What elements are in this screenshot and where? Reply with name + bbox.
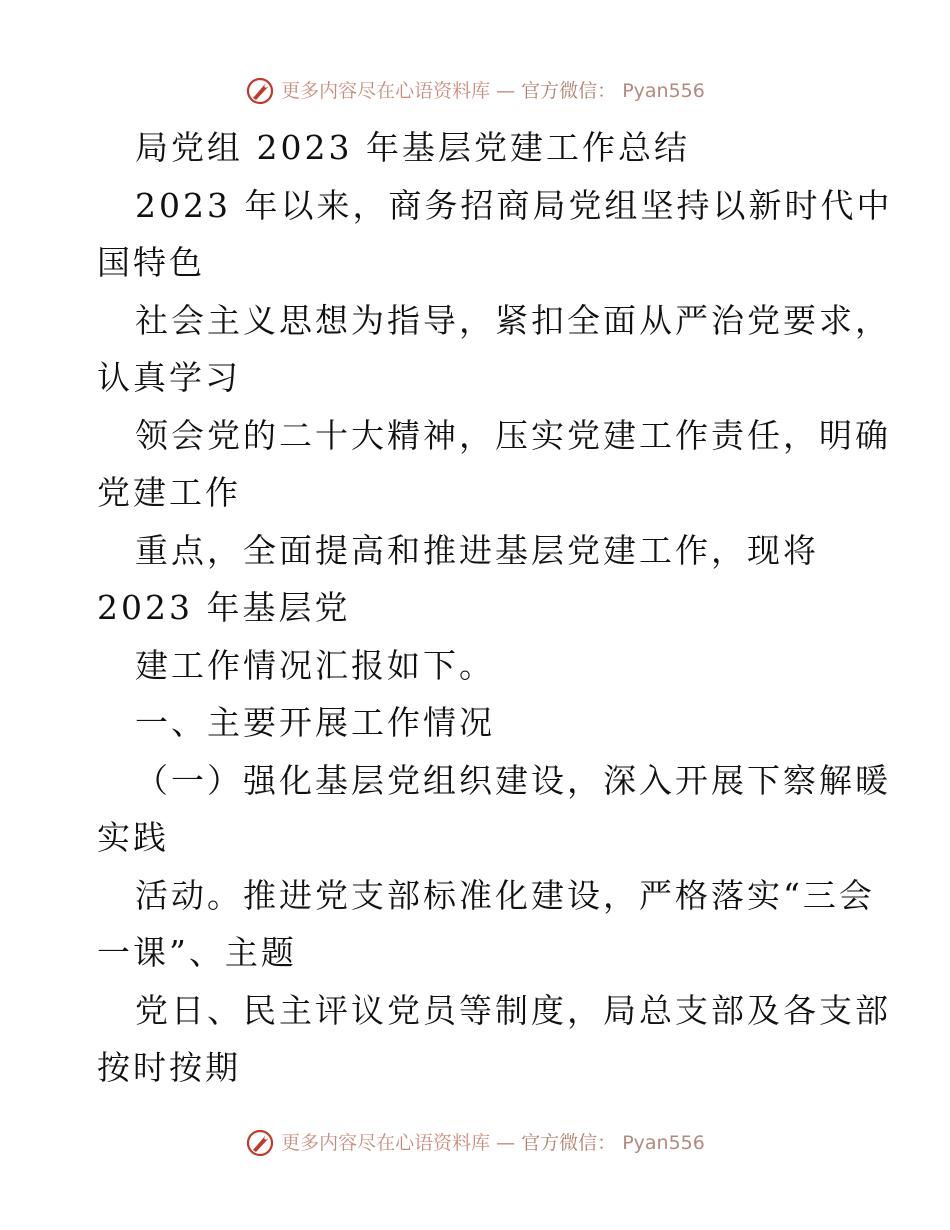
paragraph-line: 国特色: [97, 243, 205, 282]
watermark-label: 官方微信：: [521, 80, 617, 102]
paragraph-line: 重点，全面提高和推进基层党建工作，现将: [135, 531, 819, 570]
watermark-wechat-id: Pyan556: [622, 80, 705, 102]
watermark-text: 更多内容尽在心语资料库: [281, 80, 491, 102]
paragraph-line: 领会党的二十大精神，压实党建工作责任，明确: [135, 416, 891, 455]
subsection-heading: （一）强化基层党组织建设，深入开展下察解暖: [135, 761, 891, 800]
paragraph-line: 党建工作: [97, 473, 241, 512]
watermark-text: 更多内容尽在心语资料库: [281, 1132, 491, 1154]
paragraph-line: 一课”、主题: [97, 933, 297, 972]
section-heading: 一、主要开展工作情况: [135, 703, 495, 742]
watermark-label: 官方微信：: [521, 1132, 617, 1154]
paragraph-line: 实践: [97, 818, 169, 857]
paragraph-line: 2023 年以来，商务招商局党组坚持以新时代中: [135, 186, 893, 225]
document-title: 局党组 2023 年基层党建工作总结: [135, 128, 690, 167]
watermark-separator: —: [496, 1132, 516, 1154]
paragraph-line: 建工作情况汇报如下。: [135, 646, 495, 685]
paragraph-line: 认真学习: [97, 358, 241, 397]
paragraph-line: 社会主义思想为指导，紧扣全面从严治党要求，: [135, 301, 891, 340]
paragraph-line: 2023 年基层党: [97, 588, 351, 627]
paragraph-line: 党日、民主评议党员等制度，局总支部及各支部: [135, 991, 891, 1030]
watermark-footer: [0, 1128, 950, 1158]
pen-nib-icon: [245, 76, 275, 106]
watermark-separator: —: [496, 80, 516, 102]
paragraph-line: 活动。推进党支部标准化建设，严格落实“三会: [135, 876, 875, 915]
pen-nib-icon: [245, 1128, 275, 1158]
watermark-wechat-id: Pyan556: [622, 1132, 705, 1154]
paragraph-line: 按时按期: [97, 1048, 241, 1087]
watermark-header: [0, 76, 950, 106]
